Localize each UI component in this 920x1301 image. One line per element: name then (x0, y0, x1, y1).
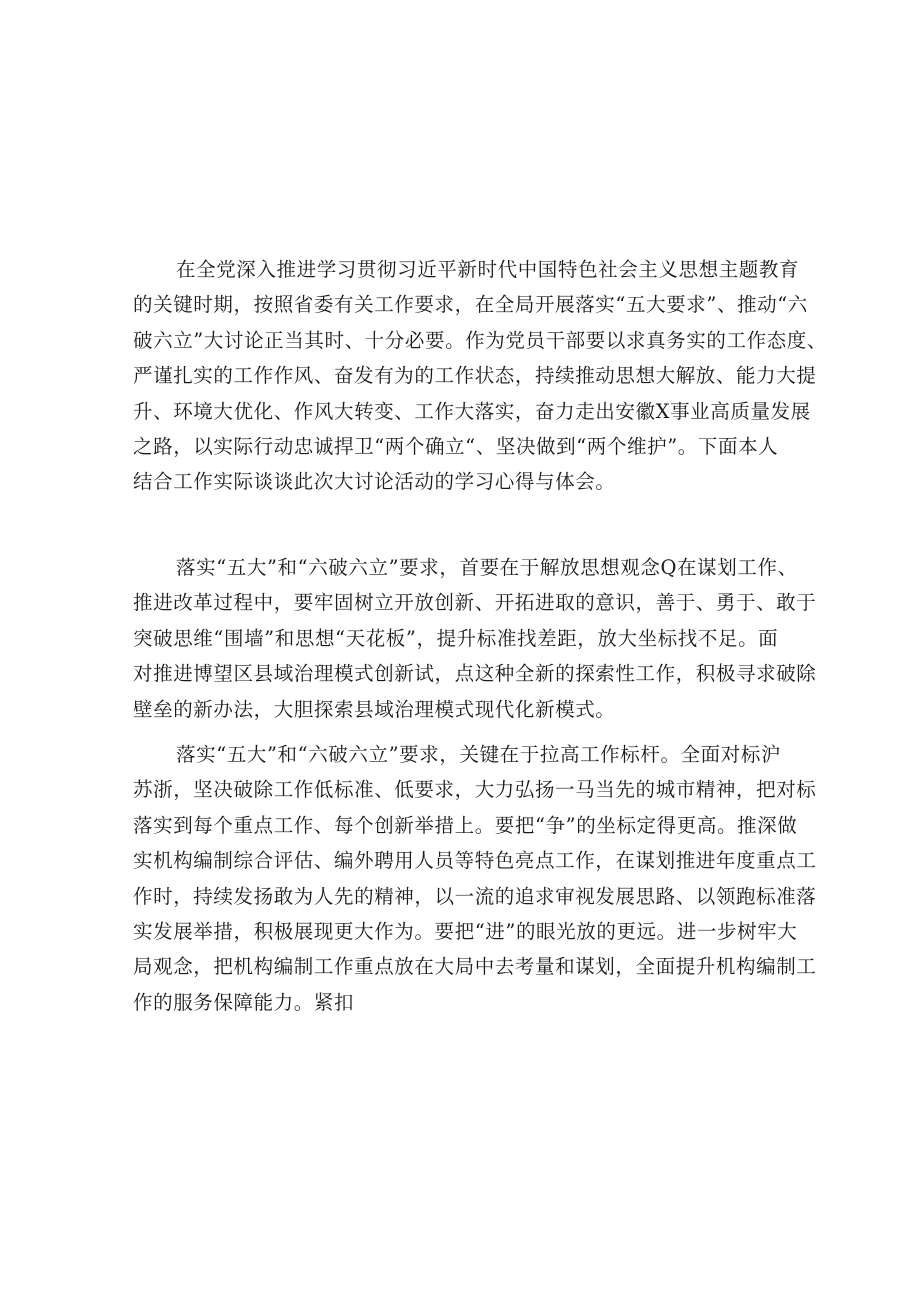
paragraph-1-line-2: 的关键时期，按照省委有关工作要求，在全局开展落实“五大要求”、推动“六 (133, 293, 808, 317)
paragraph-2-line-4: 对推进博望区县域治理模式创新试，点这种全新的探索性工作，积极寻求破除 (133, 662, 817, 686)
paragraph-1-line-6: 之路，以实际行动忠诚捍卫“两个确立“、坚决做到“两个维护”。下面本人 (133, 435, 779, 458)
paragraph-3-line-4: 实机构编制综合评估、编外聘用人员等特色亮点工作，在谋划推进年度重点工 (133, 849, 817, 873)
paragraph-1-line-5: 升、环境大优化、作风大转变、工作大落实，奋力走出安徽X事业高质量发展 (133, 399, 811, 423)
paragraph-1-line-3: 破六立”大讨论正当其时、十分必要。作为党员干部要以求真务实的工作态度、 (133, 328, 827, 352)
paragraph-3-line-7: 局观念，把机构编制工作重点放在大局中去考量和谋划，全面提升机构编制工 (133, 955, 817, 979)
paragraph-1-line-4: 严谨扎实的工作作风、奋发有为的工作状态，持续推动思想大解放、能力大提 (133, 364, 817, 388)
paragraph-3-line-6: 实发展举措，积极展现更大作为。要把“进”的眼光放的更远。进一步树牢大 (133, 920, 798, 943)
paragraph-2-line-3: 突破思维“围墙”和思想“天花板”，提升标准找差距，放大坐标找不足。面 (133, 626, 779, 650)
paragraph-3-line-2: 苏浙，坚决破除工作低标准、低要求，大力弘扬一马当先的城市精神，把对标 (133, 778, 817, 802)
paragraph-3-line-8: 作的服务保障能力。紧扣 (133, 990, 355, 1014)
paragraph-2-line-5: 壁垒的新办法，大胆探索县域治理模式现代化新模式。 (133, 697, 616, 721)
paragraph-2-line-1: 落实“五大”和“六破六立”要求，首要在于解放思想观念Q在谋划工作、 (176, 556, 798, 579)
paragraph-3-line-5: 作时，持续发扬敢为人先的精神，以一流的追求审视发展思路、以领跑标准落 (133, 884, 817, 908)
paragraph-3-line-1: 落实“五大”和“六破六立”要求，关键在于拉高工作标杆。全面对标沪 (176, 743, 782, 766)
paragraph-3-line-3: 落实到每个重点工作、每个创新举措上。要把“争”的坐标定得更高。推深做 (133, 813, 798, 837)
paragraph-1-line-1: 在全党深入推进学习贯彻习近平新时代中国特色社会主义思想主题教育 (176, 258, 800, 281)
paragraph-1-line-7: 结合工作实际谈谈此次大讨论活动的学习心得与体会。 (133, 470, 616, 494)
paragraph-2-line-2: 推进改革过程中，要牢固树立开放创新、开拓进取的意识，善于、勇于、敢于 (133, 591, 817, 615)
